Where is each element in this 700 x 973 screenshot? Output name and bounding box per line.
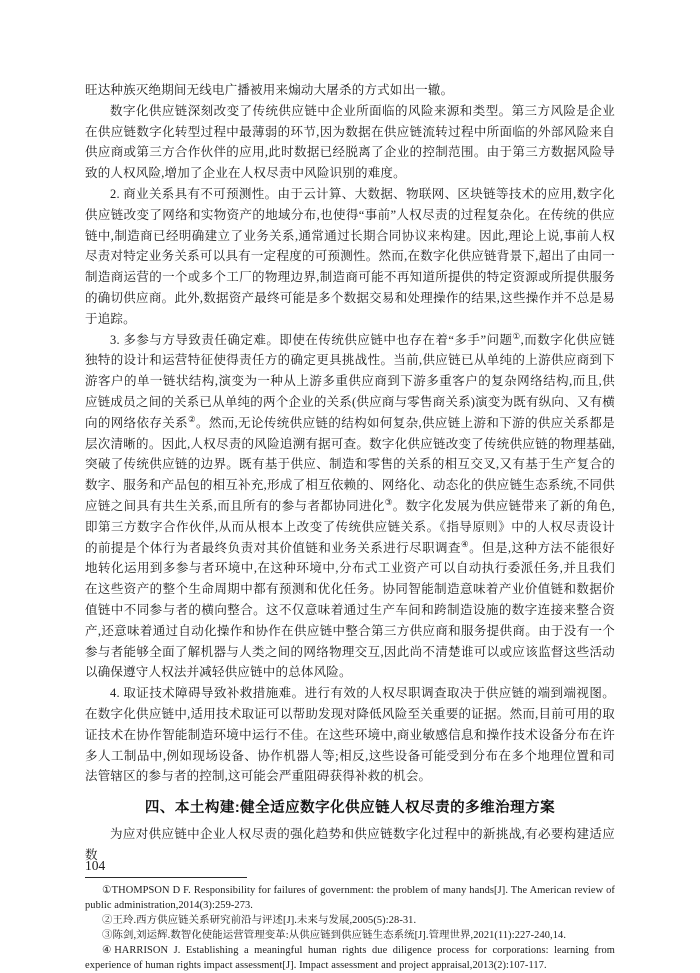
page-number: 104 <box>85 858 106 873</box>
footnote-1: ①THOMPSON D F. Responsibility for failures of government: the problem of many hands[J]. The American review of public administration,2014(3):259-273. <box>85 884 615 911</box>
paragraph-third-party-risk: 数字化供应链深刻改变了传统供应链中企业所面临的风险来源和类型。第三方风险是企业在供应链数字化转型过程中最薄弱的环节,因为数据在供应链流转过程中所面临的外部风险来自供应商或第三方合作伙伴的应用,此时数据已经脱离了企业的控制范围。由于第三方数据风险导致的人权风险,增加了企业在人权尽责中风险识别的难度。 <box>85 103 615 181</box>
footnote-reference-marker: ③ <box>384 496 393 507</box>
footnote-reference-marker: ① <box>512 330 521 341</box>
footnote-reference-marker: ② <box>188 413 197 424</box>
section-heading: 四、本土构建:健全适应数字化供应链人权尽责的多维治理方案 <box>144 800 556 817</box>
paragraph-point-2-business-relations: 2. 商业关系具有不可预测性。由于云计算、大数据、物联网、区块链等技术的应用,数字化供应链改变了网络和实物资产的地域分布,也使得“事前”人权尽责的过程复杂化。在传统的供应链中,制造商已经明确建立了业务关系,通常通过长期合同协议来构建。因此,理论上说,事前人权尽责对特定业务关系可以具有一定程度的可预测性。然而,在数字化供应链背景下,超出了由同一制造商运营的一个或多个工厂的物理边界,制造商可能不再知道所提供的特定资源或所提供服务的确切供应商。此外,数据资产最终可能是多个数据交易和处理操作的结果,这些操作并不总是易于追踪。 <box>85 186 615 326</box>
footnote-4: ④HARRISON J. Establishing a meaningful human rights due diligence process for corporations: learning from experience of human rights impact assessment[J]. Impact assessment and project appraisal,2013(2):107-117. <box>85 944 615 971</box>
footnote-3: ③陈剑,刘运辉.数智化使能运营管理变革:从供应链到供应链生态系统[J].管理世界,2021(11):227-240,14. <box>102 929 567 941</box>
paragraph-section-intro: 为应对供应链中企业人权尽责的强化趋势和供应链数字化过程中的新挑战,有必要构建适应数 <box>85 827 615 862</box>
footnote-reference-marker: ④ <box>460 538 470 549</box>
paragraph-continuation: 旺达种族灭绝期间无线电广播被用来煽动大屠杀的方式如出一辙。 <box>85 83 454 97</box>
paragraph-point-3-multi-party: 3. 多参与方导致责任确定难。即使在传统供应链中也存在着“多手”问题①,而数字化供应链独特的设计和运营特征使得责任方的确定更具挑战性。当前,供应链已从单纯的上游供应商到下游客户的单一链状结构,演变为一种从上游多重供应商到下游多重客户的复杂网络结构,而且,供应链成员之间的关系已从单纯的两个企业的关系(供应商与零售商关系)演变为既有纵向、又有横向的网络依存关系②。然而,无论传统供应链的结构如何复杂,供应链上游和下游的供应关系都是层次清晰的。因此,人权尽责的风险追溯有据可查。数字化供应链改变了传统供应链的物理基础,突破了传统供应链的边界。既有基于供应、制造和零售的关系的相互交叉,又有基于生产复合的数字、服务和产品包的相互补充,形成了相互依赖的、网络化、动态化的供应链生态系统,不同供应链之间具有共生关系,而且所有的参与者都协同进化③。数字化发展为供应链带来了新的角色,即第三方数字合作伙伴,从而从根本上改变了传统供应链关系。《指导原则》中的人权尽责设计的前提是个体行为者最终负责对其价值链和业务关系进行尽职调查④。但是,这种方法不能很好地转化运用到多参与者环境中,在这种环境中,分布式工业资产可以自动执行委派任务,并且我们在这些资产的整个生命周期中都有预测和优化任务。协同智能制造意味着产业价值链和数据价值链中不同参与者的横向整合。这不仅意味着通过生产车间和跨制造设施的数字连接来整合资产,还意味着通过自动化操作和协作在供应链中整合第三方供应商和服务提供商。由于没有一个参与者能够全面了解机器与人类之间的网络物理交互,因此尚不清楚谁可以或应该监督这些活动以确保遵守人权法并减轻供应链中的总体风险。 <box>85 330 615 680</box>
footnote-separator-rule <box>85 877 247 878</box>
footnotes-block <box>85 883 615 973</box>
footnote-2: ②王玲.西方供应链关系研究前沿与评述[J].未来与发展,2005(5):28-31. <box>102 914 417 926</box>
paragraph-point-4-forensics: 4. 取证技术障碍导致补救措施难。进行有效的人权尽职调查取决于供应链的端到端视图。在数字化供应链中,适用技术取证可以帮助发现对降低风险至关重要的证据。然而,目前可用的取证技术在协作智能制造环境中运行不佳。在这些环境中,商业敏感信息和操作技术设备分布在许多人工制品中,例如现场设备、协作机器人等;相反,这些设备可能受到分布在多个地理位置和司法管辖区的参与者的控制,这可能会严重阻碍获得补救的机会。 <box>85 686 615 784</box>
body-text <box>85 80 615 866</box>
